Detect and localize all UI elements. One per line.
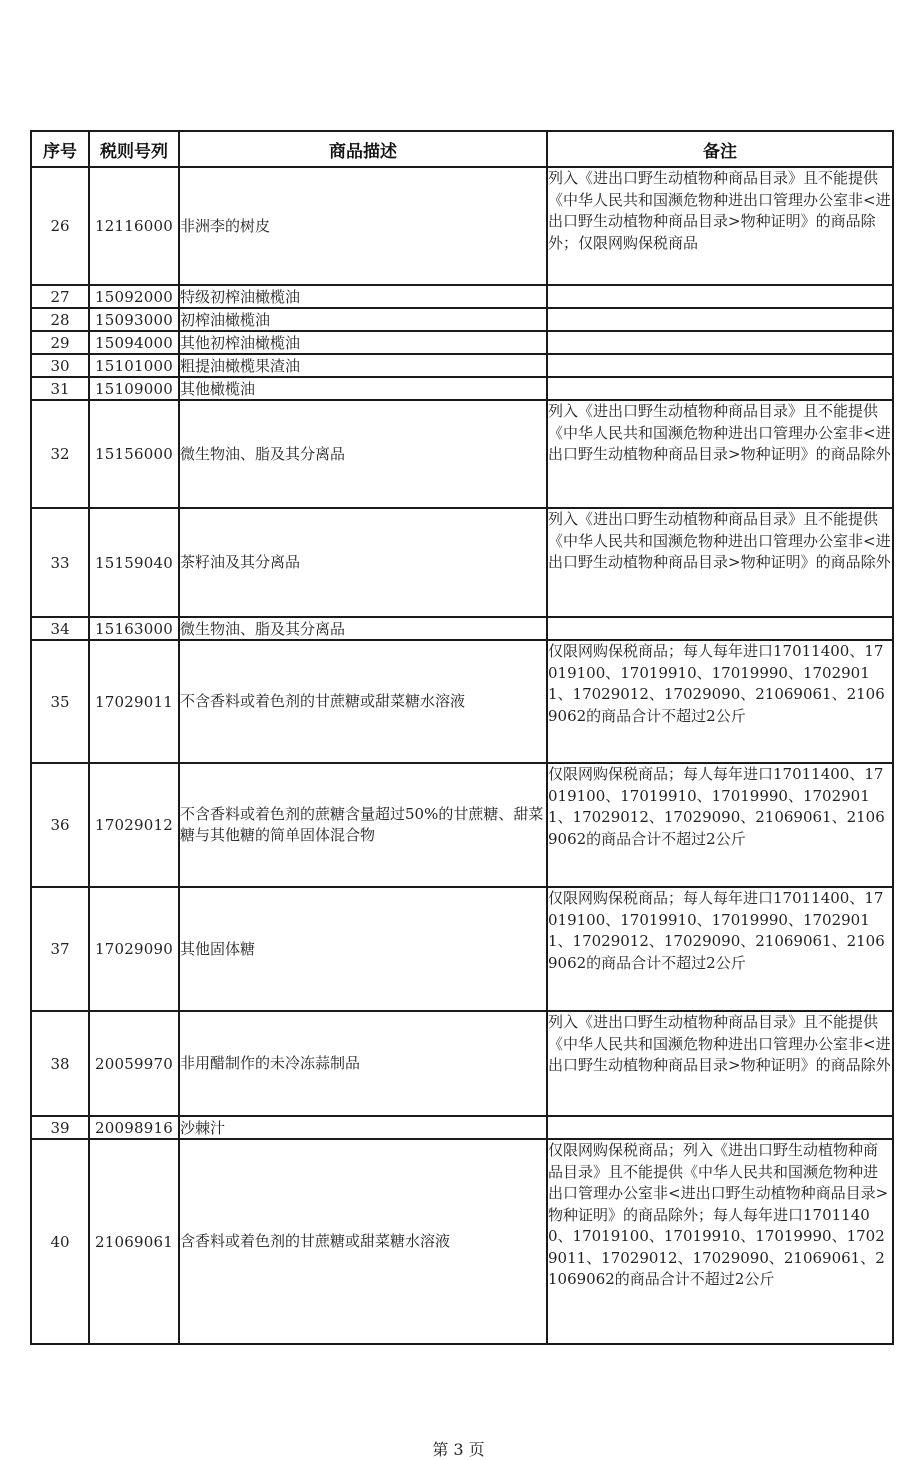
row-remarks: 列入《进出口野生动植物种商品目录》且不能提供《中华人民共和国濒危物种进出口管理办公室非<进出口野生动植物种商品目录>物种证明》的商品除外；仅限网购保税商品 — [547, 167, 893, 285]
row-tariff-code: 20059970 — [89, 1011, 179, 1116]
row-description: 微生物油、脂及其分离品 — [179, 617, 547, 640]
row-seq: 37 — [31, 887, 89, 1011]
table-row — [31, 1011, 893, 1116]
row-description: 含香料或着色剂的甘蔗糖或甜菜糖水溶液 — [179, 1139, 547, 1344]
row-description: 特级初榨油橄榄油 — [179, 285, 547, 308]
table-row — [31, 617, 893, 640]
row-description: 粗提油橄榄果渣油 — [179, 354, 547, 377]
row-tariff-code: 21069061 — [89, 1139, 179, 1344]
row-seq: 27 — [31, 285, 89, 308]
row-seq: 36 — [31, 763, 89, 887]
row-description: 不含香料或着色剂的蔗糖含量超过50%的甘蔗糖、甜菜糖与其他糖的简单固体混合物 — [179, 763, 547, 887]
row-tariff-code: 15092000 — [89, 285, 179, 308]
row-seq: 29 — [31, 331, 89, 354]
row-tariff-code: 20098916 — [89, 1116, 179, 1139]
row-tariff-code: 17029011 — [89, 640, 179, 763]
row-remarks: 列入《进出口野生动植物种商品目录》且不能提供《中华人民共和国濒危物种进出口管理办公室非<进出口野生动植物种商品目录>物种证明》的商品除外 — [547, 400, 893, 508]
header-tariff-code: 税则号列 — [89, 131, 179, 167]
row-tariff-code: 15094000 — [89, 331, 179, 354]
row-seq: 33 — [31, 508, 89, 617]
row-seq: 26 — [31, 167, 89, 285]
row-remarks: 仅限网购保税商品；每人每年进口17011400、17019100、17019910、17019990、17029011、17029012、17029090、21069061、21069062的商品合计不超过2公斤 — [547, 887, 893, 1011]
row-tariff-code: 15163000 — [89, 617, 179, 640]
row-description: 沙棘汁 — [179, 1116, 547, 1139]
row-tariff-code: 15156000 — [89, 400, 179, 508]
page-number: 第 3 页 — [432, 1440, 485, 1459]
row-description: 其他橄榄油 — [179, 377, 547, 400]
table-row — [31, 400, 893, 508]
row-description: 初榨油橄榄油 — [179, 308, 547, 331]
row-remarks — [547, 354, 893, 377]
row-tariff-code: 17029012 — [89, 763, 179, 887]
row-seq: 38 — [31, 1011, 89, 1116]
row-seq: 30 — [31, 354, 89, 377]
table-row — [31, 887, 893, 1011]
row-remarks: 列入《进出口野生动植物种商品目录》且不能提供《中华人民共和国濒危物种进出口管理办公室非<进出口野生动植物种商品目录>物种证明》的商品除外 — [547, 1011, 893, 1116]
row-description: 不含香料或着色剂的甘蔗糖或甜菜糖水溶液 — [179, 640, 547, 763]
row-tariff-code: 15159040 — [89, 508, 179, 617]
row-remarks: 仅限网购保税商品；列入《进出口野生动植物种商品目录》且不能提供《中华人民共和国濒危物种进出口管理办公室非<进出口野生动植物种商品目录>物种证明》的商品除外；每人每年进口17011400、17019100、17019910、17019990、17029011、17029012、17029090、21069061、21069062的商品合计不超过2公斤 — [547, 1139, 893, 1344]
row-description: 微生物油、脂及其分离品 — [179, 400, 547, 508]
row-remarks — [547, 1116, 893, 1139]
row-remarks — [547, 308, 893, 331]
table-row — [31, 308, 893, 331]
row-remarks — [547, 285, 893, 308]
row-tariff-code: 17029090 — [89, 887, 179, 1011]
row-tariff-code: 15109000 — [89, 377, 179, 400]
row-remarks — [547, 377, 893, 400]
row-tariff-code: 15093000 — [89, 308, 179, 331]
table-header-row — [31, 131, 893, 167]
header-seq: 序号 — [31, 131, 89, 167]
table-row — [31, 167, 893, 285]
table-row — [31, 1116, 893, 1139]
row-tariff-code: 12116000 — [89, 167, 179, 285]
row-remarks: 仅限网购保税商品；每人每年进口17011400、17019100、17019910、17019990、17029011、17029012、17029090、21069061、21069062的商品合计不超过2公斤 — [547, 640, 893, 763]
header-description: 商品描述 — [179, 131, 547, 167]
row-description: 非洲李的树皮 — [179, 167, 547, 285]
table-row — [31, 763, 893, 887]
row-remarks: 列入《进出口野生动植物种商品目录》且不能提供《中华人民共和国濒危物种进出口管理办公室非<进出口野生动植物种商品目录>物种证明》的商品除外 — [547, 508, 893, 617]
row-seq: 28 — [31, 308, 89, 331]
row-seq: 35 — [31, 640, 89, 763]
row-seq: 40 — [31, 1139, 89, 1344]
table-row — [31, 377, 893, 400]
row-description: 非用醋制作的未冷冻蒜制品 — [179, 1011, 547, 1116]
header-remarks: 备注 — [547, 131, 893, 167]
row-description: 茶籽油及其分离品 — [179, 508, 547, 617]
row-description: 其他初榨油橄榄油 — [179, 331, 547, 354]
table-row — [31, 508, 893, 617]
row-seq: 31 — [31, 377, 89, 400]
table-row — [31, 285, 893, 308]
row-remarks — [547, 617, 893, 640]
row-seq: 39 — [31, 1116, 89, 1139]
row-remarks: 仅限网购保税商品；每人每年进口17011400、17019100、17019910、17019990、17029011、17029012、17029090、21069061、21069062的商品合计不超过2公斤 — [547, 763, 893, 887]
row-seq: 34 — [31, 617, 89, 640]
goods-table — [30, 130, 894, 1345]
table-row — [31, 354, 893, 377]
table-row — [31, 640, 893, 763]
row-seq: 32 — [31, 400, 89, 508]
row-tariff-code: 15101000 — [89, 354, 179, 377]
row-remarks — [547, 331, 893, 354]
table-row — [31, 1139, 893, 1344]
table-row — [31, 331, 893, 354]
row-description: 其他固体糖 — [179, 887, 547, 1011]
